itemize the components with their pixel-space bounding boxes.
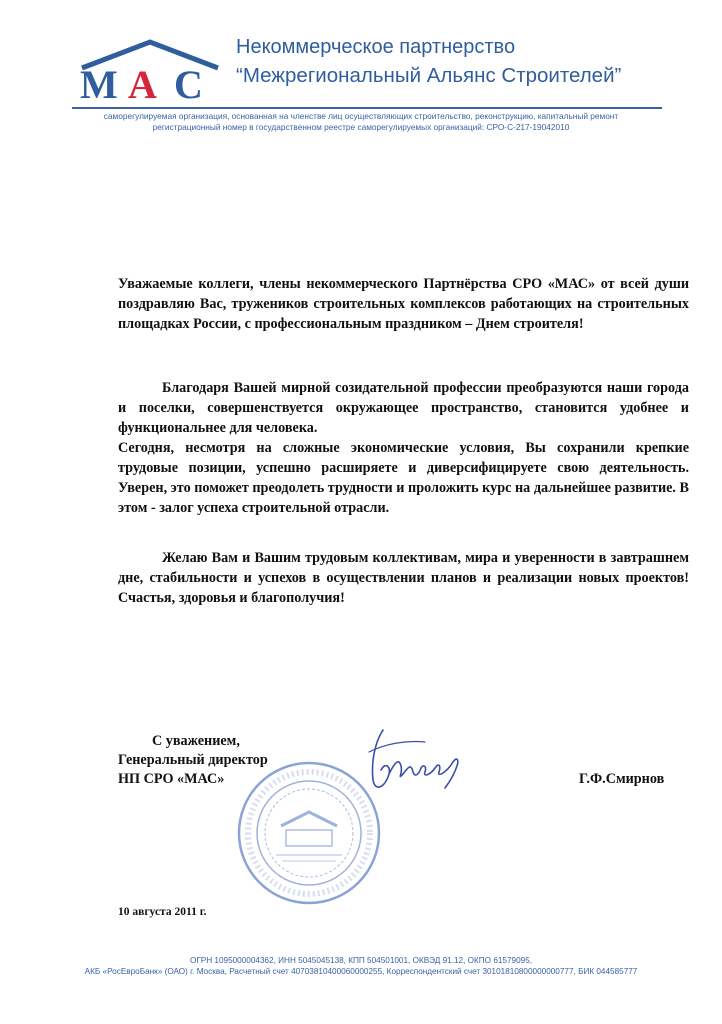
letter-date: 10 августа 2011 г.: [118, 906, 207, 918]
svg-text:А: А: [128, 62, 157, 104]
signer-org: НП СРО «МАС»: [118, 771, 225, 787]
svg-text:М: М: [80, 62, 118, 104]
signer-title: Генеральный директор: [118, 752, 268, 768]
header-divider: [72, 107, 662, 109]
mas-logo: [76, 38, 224, 104]
greeting-paragraph: Уважаемые коллеги, члены некоммерческого Партнёрства СРО «МАС» от всей души поздравляю Вас, тружеников строительных комплексов работающих на строительных площадках России, с профессиональным праздником – Днем строителя!: [118, 276, 689, 332]
signer-name: Г.Ф.Смирнов: [579, 771, 665, 787]
body-paragraph-2: Сегодня, несмотря на сложные экономические условия, Вы сохранили крепкие трудовые позиции, успешно расширяете и диверсифицируете свою деятельность. Уверен, это поможет преодолеть трудности и проложить курс на дальнейшее развитие. В этом - залог успеха строительной отрасли.: [118, 440, 689, 516]
reg-description: саморегулируемая организация, основанная на членстве лиц осуществляющих строительство, реконструкцию, капитальный ремонт: [103, 111, 619, 121]
footer-registration: ОГРН 1095000004362, ИНН 5045045138, КПП 504501001, ОКВЭД 91.12, ОКПО 61579095,: [189, 956, 533, 965]
org-name-line1: Некоммерческое партнерство: [236, 36, 516, 58]
org-name-line2: “Межрегиональный Альянс Строителей”: [236, 64, 622, 87]
reg-number: регистрационный номер в государственном реестре саморегулируемых организаций: СРО-С-217-19042010: [152, 122, 570, 132]
closing-phrase: С уважением,: [152, 733, 240, 749]
footer-bank-details: АКБ «РосЕвроБанк» (ОАО) г. Москва, Расчетный счет 40703810400060000255, Корреспондентский счет 30101810800000000777, БИК 044585777: [84, 967, 638, 976]
wishes-paragraph: Желаю Вам и Вашим трудовым коллективам, мира и уверенности в завтрашнем дне, стабильности и успехов в осуществлении планов и реализации новых проектов! Счастья, здоровья и благополучия!: [118, 550, 689, 606]
handwritten-signature: [355, 722, 475, 800]
svg-text:С: С: [174, 62, 203, 104]
body-paragraph-1: Благодаря Вашей мирной созидательной профессии преобразуются наши города и поселки, совершенствуется окружающее пространство, становится удобнее и функциональнее для человека.: [118, 380, 689, 436]
